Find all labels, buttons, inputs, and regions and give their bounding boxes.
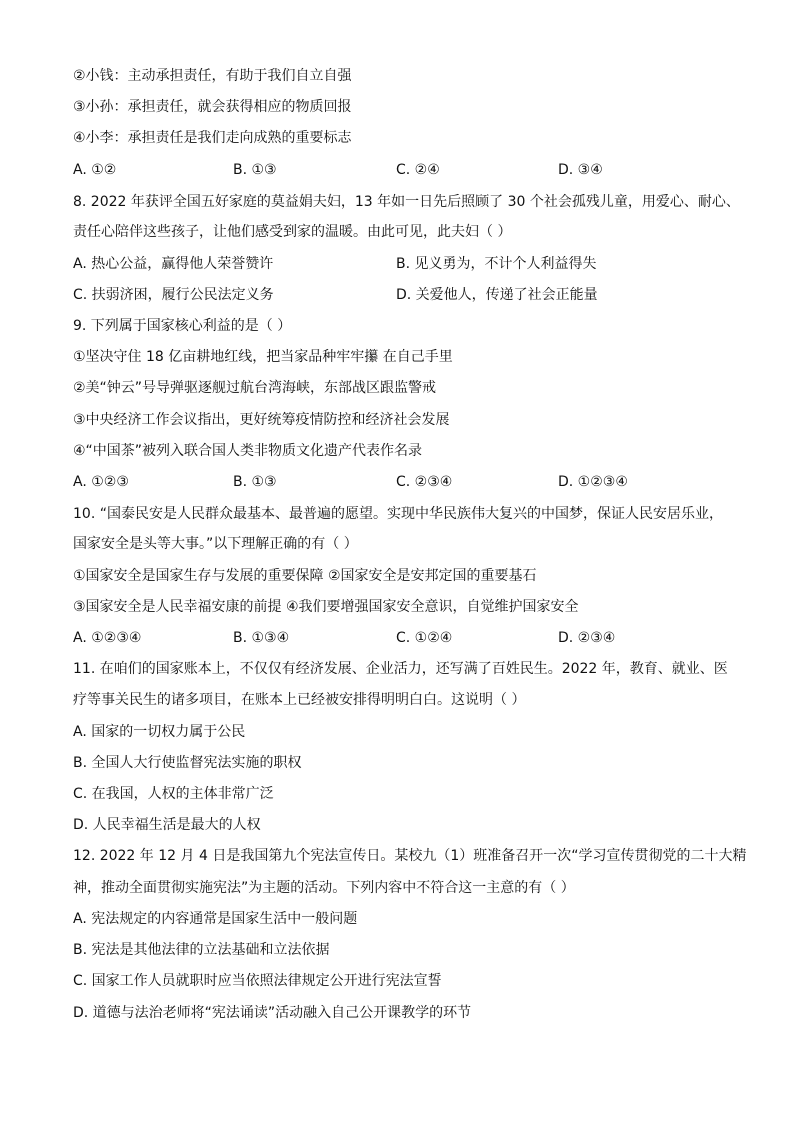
q7-option-d: D. ③④ [558, 162, 603, 178]
q11-stem-line-2: 疗等事关民生的诸多项目，在账本上已经被安排得明明白白。这说明（ ） [73, 692, 526, 708]
q9-item-4: ④“中国茶”被列入联合国人类非物质文化遗产代表作名录 [73, 443, 423, 459]
q10-item-line-2: ③国家安全是人民幸福安康的前提 ④我们要增强国家安全意识，自觉维护国家安全 [73, 599, 579, 615]
q12-option-b: B. 宪法是其他法律的立法基础和立法依据 [73, 942, 330, 958]
q9-item-2: ②美“钟云”号导弹驱逐舰过航台湾海峡，东部战区跟监警戒 [73, 380, 437, 396]
q12-option-a: A. 宪法规定的内容通常是国家生活中一般问题 [73, 911, 358, 927]
q11-stem-line-1: 11. 在咱们的国家账本上，不仅仅有经济发展、企业活力，还写满了百姓民生。2022 年，教育、就业、医 [73, 661, 728, 677]
q9-option-d: D. ①②③④ [558, 474, 628, 490]
q11-option-d: D. 人民幸福生活是最大的人权 [73, 817, 261, 833]
q12-option-d: D. 道德与法治老师将“宪法诵读”活动融入自己公开课教学的环节 [73, 1005, 472, 1021]
q10-option-a: A. ①②③④ [73, 630, 142, 646]
q9-item-1: ①坚决守住 18 亿亩耕地红线，把当家品种牢牢攥 在自己手里 [73, 349, 453, 365]
q9-item-3: ③中央经济工作会议指出，更好统筹疫情防控和经济社会发展 [73, 412, 450, 428]
q10-item-line-1: ①国家安全是国家生存与发展的重要保障 ②国家安全是安邦定国的重要基石 [73, 568, 537, 584]
q8-option-a: A. 热心公益，赢得他人荣誉赞许 [73, 256, 274, 272]
q11-option-c: C. 在我国，人权的主体非常广泛 [73, 786, 274, 802]
q10-option-c: C. ①②④ [396, 630, 453, 646]
q11-option-b: B. 全国人大行使监督宪法实施的职权 [73, 755, 302, 771]
q9-option-b: B. ①③ [233, 474, 277, 490]
q7-item-4: ④小李：承担责任是我们走向成熟的重要标志 [73, 130, 352, 146]
q7-option-b: B. ①③ [233, 162, 277, 178]
q12-stem-line-2: 神，推动全面贯彻实施宪法”为主题的活动。下列内容中不符合这一主意的有（ ） [73, 880, 575, 896]
q12-stem-line-1: 12. 2022 年 12 月 4 日是我国第九个宪法宣传日。某校九（1）班准备召开一次“学习宣传贯彻党的二十大精 [73, 848, 747, 864]
q8-stem-line-1: 8. 2022 年获评全国五好家庭的莫益娟夫妇，13 年如一日先后照顾了 30 个社会孤残儿童，用爱心、耐心、 [73, 194, 740, 210]
q11-option-a: A. 国家的一切权力属于公民 [73, 724, 246, 740]
q9-stem: 9. 下列属于国家核心利益的是（ ） [73, 318, 292, 334]
q8-option-b: B. 见义勇为，不计个人利益得失 [396, 256, 597, 272]
q9-option-c: C. ②③④ [396, 474, 453, 490]
q9-option-a: A. ①②③ [73, 474, 129, 490]
q10-option-b: B. ①③④ [233, 630, 290, 646]
q7-item-3: ③小孙：承担责任，就会获得相应的物质回报 [73, 99, 352, 115]
q8-stem-line-2: 责任心陪伴这些孩子，让他们感受到家的温暖。由此可见，此夫妇（ ） [73, 224, 512, 240]
q12-option-c: C. 国家工作人员就职时应当依照法律规定公开进行宪法宣誓 [73, 973, 442, 989]
q7-option-a: A. ①② [73, 162, 117, 178]
q8-option-c: C. 扶弱济困，履行公民法定义务 [73, 287, 274, 303]
q8-option-d: D. 关爱他人，传递了社会正能量 [396, 287, 598, 303]
q7-option-c: C. ②④ [396, 162, 440, 178]
q10-stem-line-2: 国家安全是头等大事。”以下理解正确的有（ ） [73, 536, 358, 552]
q10-option-d: D. ②③④ [558, 630, 616, 646]
q10-stem-line-1: 10. “国泰民安是人民群众最基本、最普遍的愿望。实现中华民族伟大复兴的中国梦，保证人民安居乐业， [73, 506, 723, 522]
q7-item-2: ②小钱：主动承担责任，有助于我们自立自强 [73, 68, 352, 84]
